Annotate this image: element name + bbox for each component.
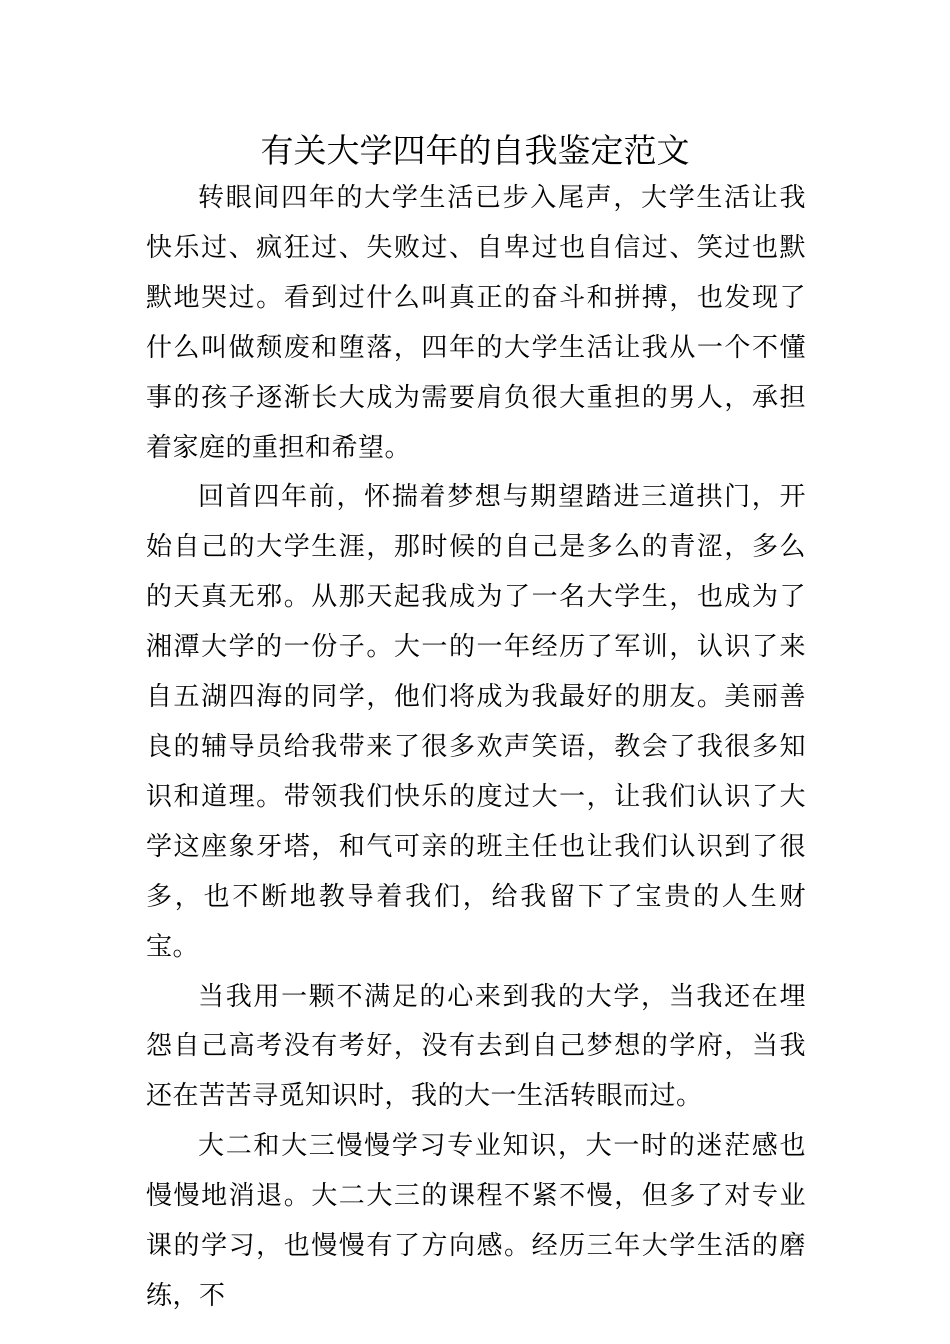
document-body xyxy=(146,174,806,1322)
paragraph: 大二和大三慢慢学习专业知识，大一时的迷茫感也慢慢地消退。大二大三的课程不紧不慢，但多了对专业课的学习，也慢慢有了方向感。经历三年大学生活的磨练，不 xyxy=(146,1131,806,1311)
paragraph: 当我用一颗不满足的心来到我的大学，当我还在埋怨自己高考没有考好，没有去到自己梦想的学府，当我还在苦苦寻觅知识时，我的大一生活转眼而过。 xyxy=(146,981,806,1112)
paragraph: 回首四年前，怀揣着梦想与期望踏进三道拱门，开始自己的大学生涯，那时候的自己是多么的青涩，多么的天真无邪。从那天起我成为了一名大学生，也成为了湘潭大学的一份子。大一的一年经历了军训，认识了来自五湖四海的同学，他们将成为我最好的朋友。美丽善良的辅导员给我带来了很多欢声笑语，教会了我很多知识和道理。带领我们快乐的度过大一，让我们认识了大学这座象牙塔，和气可亲的班主任也让我们认识到了很多，也不断地教导着我们，给我留下了宝贵的人生财宝。 xyxy=(146,482,806,962)
document-title: 有关大学四年的自我鉴定范文 xyxy=(260,131,690,170)
paragraph: 转眼间四年的大学生活已步入尾声，大学生活让我快乐过、疯狂过、失败过、自卑过也自信过、笑过也默默地哭过。看到过什么叫真正的奋斗和拼搏，也发现了什么叫做颓废和堕落，四年的大学生活让我从一个不懂事的孩子逐渐长大成为需要肩负很大重担的男人，承担着家庭的重担和希望。 xyxy=(146,183,806,463)
